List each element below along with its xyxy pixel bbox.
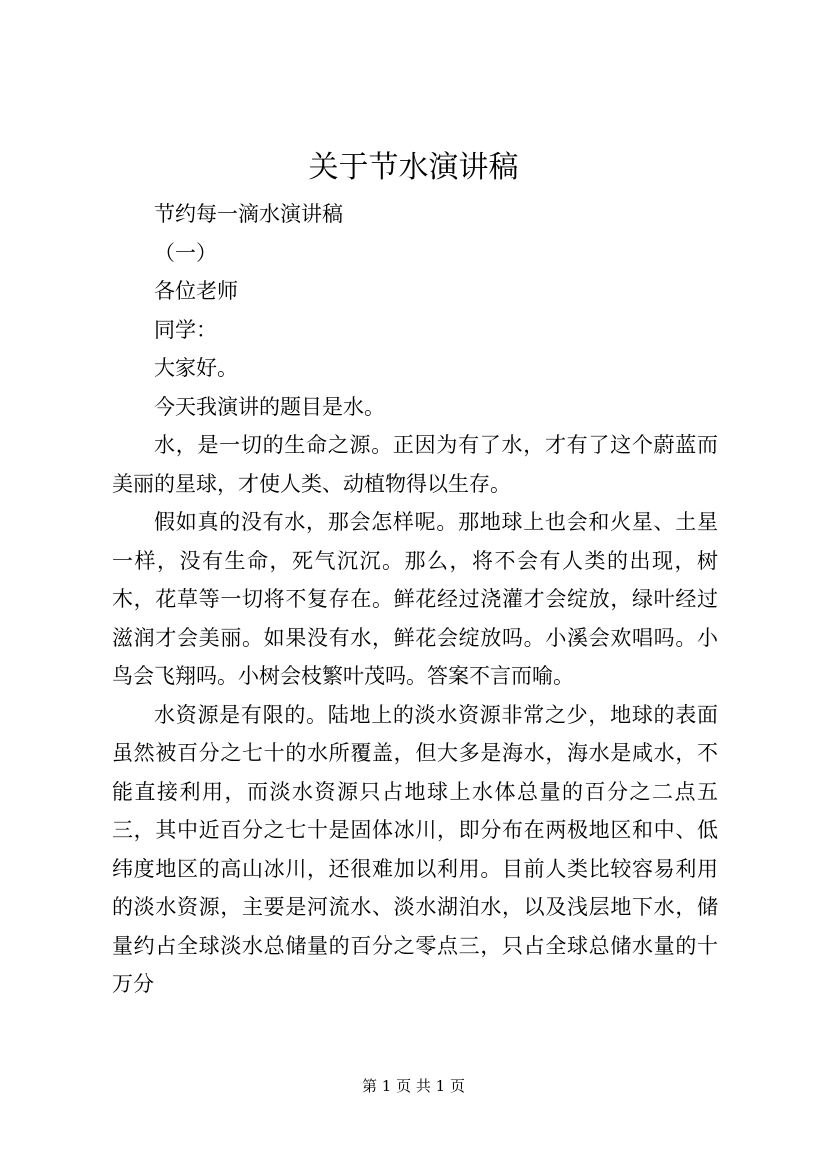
paragraph-subtitle: 节约每一滴水演讲稿 [154,202,343,226]
page-footer: 第 1 页 共 1 页 [362,1077,465,1095]
paragraph-section-number: （一） [154,240,217,265]
paragraph-greeting-teachers: 各位老师 [154,279,238,303]
paragraph-water-source-of-life: 水，是一切的生命之源。正因为有了水，才有了这个蔚蓝而美丽的星球，才使人类、动植物得以生存。 [112,433,718,496]
document-title: 关于节水演讲稿 [308,150,519,185]
document-body [112,195,718,1004]
paragraph-greeting-students: 同学： [154,317,217,342]
paragraph-without-water: 假如真的没有水，那会怎样呢。那地球上也会和火星、土星一样，没有生命，死气沉沉。那么，将不会有人类的出现，树木，花草等一切将不复存在。鲜花经过浇灌才会绽放，绿叶经过滋润才会美丽。如果没有水，鲜花会绽放吗。小溪会欢唱吗。小鸟会飞翔吗。小树会枝繁叶茂吗。答案不言而喻。 [112,510,718,688]
paragraph-hello: 大家好。 [154,356,238,380]
paragraph-limited-resources: 水资源是有限的。陆地上的淡水资源非常之少，地球的表面虽然被百分之七十的水所覆盖，但大多是海水，海水是咸水，不能直接利用，而淡水资源只占地球上水体总量的百分之二点五三，其中近百分之七十是固体冰川，即分布在两极地区和中、低纬度地区的高山冰川，还很难加以利用。目前人类比较容易利用的淡水资源，主要是河流水、淡水湖泊水，以及浅层地下水，储量约占全球淡水总储量的百分之零点三，只占全球总储水量的十万分 [112,702,718,996]
paragraph-topic: 今天我演讲的题目是水。 [154,394,385,419]
